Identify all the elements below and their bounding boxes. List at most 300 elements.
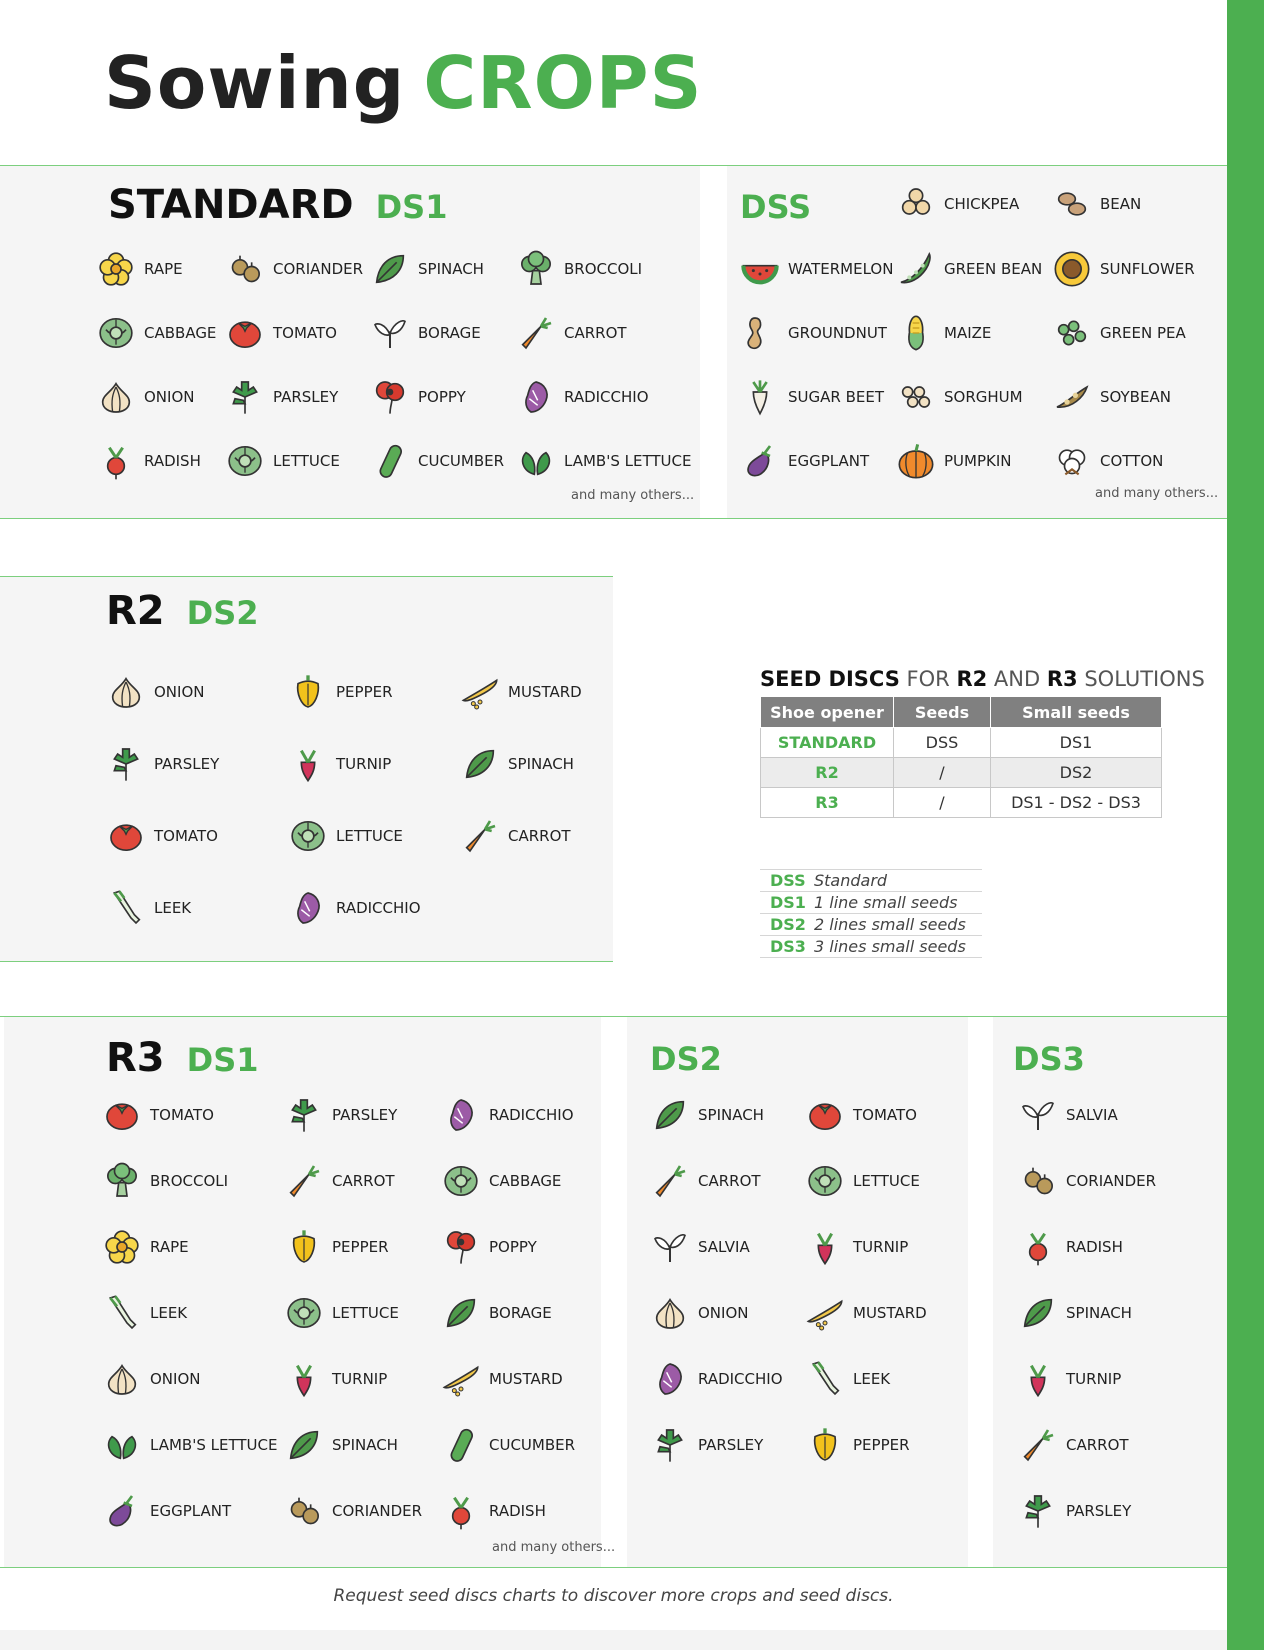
crop-item	[223, 310, 368, 356]
crop-item	[104, 741, 286, 787]
crop-item	[894, 246, 1050, 292]
crop-item	[94, 438, 223, 484]
bean-icon	[1050, 182, 1094, 226]
crop-item	[282, 1224, 439, 1270]
green-bean-icon	[894, 247, 938, 291]
leaf-icon	[368, 247, 412, 291]
crop-item	[100, 1290, 282, 1336]
crop-label: ONION	[698, 1304, 749, 1322]
crop-item	[282, 1290, 439, 1336]
leek-icon	[803, 1357, 847, 1401]
legend-code: DS3	[760, 936, 814, 958]
crop-label: RAPE	[144, 260, 183, 278]
more-note: and many others...	[1095, 486, 1219, 501]
crop-item	[738, 246, 894, 292]
crop-label: SPINACH	[508, 755, 574, 773]
page-title-main: Sowing	[104, 41, 406, 125]
mustard-icon	[439, 1357, 483, 1401]
disc-label: DS3	[1013, 1040, 1085, 1078]
parsley-icon	[104, 742, 148, 786]
crop-item	[514, 374, 684, 420]
crop-item	[803, 1158, 953, 1204]
crop-item	[1050, 181, 1200, 227]
table-cell: DS1	[991, 728, 1162, 758]
crop-item	[282, 1092, 439, 1138]
crop-item	[439, 1158, 589, 1204]
crop-item	[738, 310, 894, 356]
crop-label: CUCUMBER	[418, 452, 505, 470]
crop-label: EGGPLANT	[788, 452, 870, 470]
crop-label: CHICKPEA	[944, 195, 1020, 213]
crop-label: SPINACH	[332, 1436, 398, 1454]
more-note: and many others...	[571, 488, 695, 503]
crop-item	[439, 1224, 589, 1270]
crop-label: SALVIA	[1066, 1106, 1118, 1124]
disc-legend	[760, 869, 982, 958]
crop-item	[286, 885, 458, 931]
crop-label: EGGPLANT	[150, 1502, 232, 1520]
crop-label: PARSLEY	[273, 388, 339, 406]
crop-label: LEEK	[154, 899, 192, 917]
crop-label: CORIANDER	[332, 1502, 423, 1520]
crop-label: TOMATO	[853, 1106, 917, 1124]
crop-label: SUGAR BEET	[788, 388, 884, 406]
radish-icon	[439, 1489, 483, 1533]
cucumber-icon	[368, 439, 412, 483]
crop-label: LEEK	[150, 1304, 188, 1322]
crop-item	[286, 741, 458, 787]
divider-line	[0, 576, 613, 577]
crop-item	[894, 310, 1050, 356]
crop-item	[1016, 1356, 1206, 1402]
footer-note: Request seed discs charts to discover more crops and seed discs.	[333, 1586, 894, 1606]
parsley-icon	[648, 1423, 692, 1467]
crop-label: SALVIA	[698, 1238, 750, 1256]
legend-code: DS1	[760, 892, 814, 914]
crop-label: CABBAGE	[144, 324, 217, 342]
crop-label: TOMATO	[154, 827, 218, 845]
crop-label: TURNIP	[332, 1370, 388, 1388]
turnip-icon	[803, 1225, 847, 1269]
sorghum-icon	[894, 375, 938, 419]
green-pea-icon	[1050, 311, 1094, 355]
crop-label: PEPPER	[332, 1238, 389, 1256]
radish-icon	[1016, 1225, 1060, 1269]
parsley-icon	[282, 1093, 326, 1137]
crop-label: GREEN BEAN	[944, 260, 1043, 278]
crop-label: TOMATO	[273, 324, 337, 342]
crop-item	[1050, 374, 1200, 420]
tomato-icon	[803, 1093, 847, 1137]
crop-item	[1016, 1158, 1206, 1204]
crop-label: RADICCHIO	[336, 899, 421, 917]
table-cell: DS1 - DS2 - DS3	[991, 788, 1162, 818]
divider-line	[0, 961, 613, 962]
crop-grid-standard-dss-top	[894, 181, 1200, 227]
crop-item	[368, 246, 514, 292]
tomato-icon	[100, 1093, 144, 1137]
seed-discs-table	[760, 696, 1162, 818]
crop-item	[894, 438, 1050, 484]
table-header: Shoe opener	[761, 697, 894, 728]
cucumber-icon	[439, 1423, 483, 1467]
crop-item	[458, 669, 618, 715]
crop-item	[282, 1422, 439, 1468]
crop-item	[223, 246, 368, 292]
chickpea-icon	[894, 182, 938, 226]
disc-label: DS2	[650, 1040, 722, 1078]
table-cell: /	[894, 758, 991, 788]
r3-ds3-heading	[1013, 1040, 1085, 1078]
turnip-icon	[1016, 1357, 1060, 1401]
crop-item	[104, 885, 286, 931]
crop-item	[1016, 1422, 1206, 1468]
crop-label: COTTON	[1100, 452, 1164, 470]
crop-label: SPINACH	[698, 1106, 764, 1124]
more-note: and many others...	[492, 1540, 616, 1555]
table-cell: STANDARD	[761, 728, 894, 758]
crop-label: BROCCOLI	[564, 260, 643, 278]
footer-band	[0, 1630, 1227, 1650]
r3-ds2-heading	[650, 1040, 722, 1078]
crop-item	[1050, 438, 1200, 484]
dss-heading	[740, 188, 811, 226]
table-cell: R2	[761, 758, 894, 788]
flower-icon	[94, 247, 138, 291]
eggplant-icon	[738, 439, 782, 483]
lambs-lettuce-icon	[100, 1423, 144, 1467]
crop-label: SORGHUM	[944, 388, 1023, 406]
crop-item	[803, 1092, 953, 1138]
crop-item	[1016, 1488, 1206, 1534]
disc-label: DS2	[186, 594, 259, 632]
tomato-icon	[104, 814, 148, 858]
crop-item	[803, 1356, 953, 1402]
crop-item	[803, 1422, 953, 1468]
cabbage-icon	[439, 1159, 483, 1203]
crop-item	[94, 374, 223, 420]
crop-label: ONION	[150, 1370, 201, 1388]
parsley-icon	[223, 375, 267, 419]
crop-item	[104, 813, 286, 859]
tomato-icon	[223, 311, 267, 355]
crop-label: RAPE	[150, 1238, 189, 1256]
poppy-icon	[439, 1225, 483, 1269]
crop-label: PEPPER	[853, 1436, 910, 1454]
sprout-icon	[648, 1225, 692, 1269]
crop-item	[104, 669, 286, 715]
crop-label: CARROT	[508, 827, 571, 845]
r3-heading	[106, 1035, 259, 1081]
crop-item	[286, 669, 458, 715]
legend-code: DSS	[760, 870, 814, 892]
radicchio-icon	[286, 886, 330, 930]
table-cell: R3	[761, 788, 894, 818]
crop-item	[458, 741, 618, 787]
crop-label: GREEN PEA	[1100, 324, 1186, 342]
crop-label: RADISH	[1066, 1238, 1123, 1256]
legend-row	[760, 914, 982, 936]
broccoli-icon	[514, 247, 558, 291]
turnip-icon	[282, 1357, 326, 1401]
cotton-icon	[1050, 439, 1094, 483]
crop-label: BORAGE	[418, 324, 481, 342]
crop-item	[894, 374, 1050, 420]
crop-item	[648, 1290, 803, 1336]
table-header-row	[761, 697, 1162, 728]
crop-item	[458, 813, 618, 859]
table-row	[761, 728, 1162, 758]
table-cell: /	[894, 788, 991, 818]
crop-label: TURNIP	[1066, 1370, 1122, 1388]
maize-icon	[894, 311, 938, 355]
crop-item	[100, 1488, 282, 1534]
crop-item	[894, 181, 1050, 227]
leaf-icon	[1016, 1291, 1060, 1335]
cabbage-icon	[94, 311, 138, 355]
crop-item	[100, 1356, 282, 1402]
leaf-icon	[458, 742, 502, 786]
eggplant-icon	[100, 1489, 144, 1533]
crop-grid-standard-ds1	[94, 246, 692, 484]
radish-icon	[94, 439, 138, 483]
crop-label: MUSTARD	[508, 683, 582, 701]
crop-label: RADISH	[489, 1502, 546, 1520]
crop-label: MUSTARD	[489, 1370, 563, 1388]
crop-label: SUNFLOWER	[1100, 260, 1195, 278]
crop-label: SPINACH	[418, 260, 484, 278]
divider-line	[0, 1567, 1227, 1568]
crop-item	[803, 1224, 953, 1270]
crop-item	[1016, 1092, 1206, 1138]
section-title: STANDARD	[108, 182, 354, 228]
table-header: Seeds	[894, 697, 991, 728]
carrot-icon	[458, 814, 502, 858]
crop-grid-r3-ds2	[648, 1092, 953, 1468]
crop-item	[100, 1422, 282, 1468]
crop-label: PUMPKIN	[944, 452, 1012, 470]
crop-item	[648, 1092, 803, 1138]
crop-item	[100, 1158, 282, 1204]
crop-label: LEEK	[853, 1370, 891, 1388]
crop-item	[94, 246, 223, 292]
crop-label: RADICCHIO	[698, 1370, 783, 1388]
disc-label: DS1	[375, 188, 448, 226]
crop-item	[368, 374, 514, 420]
crop-label: PARSLEY	[154, 755, 220, 773]
disc-label: DSS	[740, 188, 812, 226]
crop-label: BORAGE	[489, 1304, 552, 1322]
crop-label: SPINACH	[1066, 1304, 1132, 1322]
crop-item	[282, 1356, 439, 1402]
crop-label: CARROT	[332, 1172, 395, 1190]
standard-heading	[108, 182, 447, 228]
seeds-icon	[223, 247, 267, 291]
radicchio-icon	[439, 1093, 483, 1137]
radicchio-icon	[648, 1357, 692, 1401]
onion-icon	[94, 375, 138, 419]
crop-label: PARSLEY	[698, 1436, 764, 1454]
crop-grid-standard-dss	[738, 246, 1200, 484]
crop-label: RADICCHIO	[489, 1106, 574, 1124]
r2-heading	[106, 588, 259, 634]
crop-item	[1050, 246, 1200, 292]
onion-icon	[648, 1291, 692, 1335]
crop-item	[282, 1488, 439, 1534]
flower-icon	[100, 1225, 144, 1269]
crop-item	[803, 1290, 953, 1336]
crop-label: CARROT	[1066, 1436, 1129, 1454]
crop-label: CARROT	[698, 1172, 761, 1190]
crop-item	[648, 1158, 803, 1204]
crop-label: CORIANDER	[1066, 1172, 1157, 1190]
crop-label: CARROT	[564, 324, 627, 342]
cabbage-icon	[286, 814, 330, 858]
carrot-icon	[282, 1159, 326, 1203]
cabbage-icon	[223, 439, 267, 483]
crop-label: TURNIP	[336, 755, 392, 773]
legend-desc: 2 lines small seeds	[814, 914, 982, 936]
leaf-icon	[439, 1291, 483, 1335]
legend-row	[760, 892, 982, 914]
carrot-icon	[514, 311, 558, 355]
crop-item	[514, 246, 684, 292]
crop-grid-r3-ds3	[1016, 1092, 1206, 1534]
crop-grid-r2-ds2	[104, 669, 618, 931]
crop-item	[286, 813, 458, 859]
crop-label: BEAN	[1100, 195, 1142, 213]
leaf-icon	[648, 1093, 692, 1137]
crop-item	[514, 310, 684, 356]
pumpkin-icon	[894, 439, 938, 483]
legend-code: DS2	[760, 914, 814, 936]
onion-icon	[104, 670, 148, 714]
sprout-icon	[368, 311, 412, 355]
sprout-icon	[1016, 1093, 1060, 1137]
table-header: Small seeds	[991, 697, 1162, 728]
crop-label: CABBAGE	[489, 1172, 562, 1190]
leaf-icon	[282, 1423, 326, 1467]
crop-item	[439, 1488, 589, 1534]
crop-item	[439, 1356, 589, 1402]
pepper-icon	[286, 670, 330, 714]
crop-item	[1016, 1290, 1206, 1336]
crop-label: MAIZE	[944, 324, 992, 342]
seeds-icon	[1016, 1159, 1060, 1203]
crop-item	[738, 374, 894, 420]
crop-item	[94, 310, 223, 356]
green-side-bar	[1227, 0, 1264, 1650]
crop-label: ONION	[144, 388, 195, 406]
crop-label: CORIANDER	[273, 260, 364, 278]
section-title: R3	[106, 1035, 165, 1081]
table-row	[761, 788, 1162, 818]
pepper-icon	[282, 1225, 326, 1269]
divider-line	[0, 518, 1227, 519]
page-title	[104, 38, 702, 128]
sugar-beet-icon	[738, 375, 782, 419]
crop-label: PEPPER	[336, 683, 393, 701]
legend-desc: 3 lines small seeds	[814, 936, 982, 958]
crop-item	[439, 1092, 589, 1138]
mustard-icon	[458, 670, 502, 714]
crop-item	[1050, 310, 1200, 356]
crop-label: LETTUCE	[853, 1172, 920, 1190]
crop-label: PARSLEY	[1066, 1502, 1132, 1520]
crop-label: LETTUCE	[273, 452, 340, 470]
legend-row	[760, 936, 982, 958]
groundnut-icon	[738, 311, 782, 355]
soybean-icon	[1050, 375, 1094, 419]
crop-item	[368, 438, 514, 484]
onion-icon	[100, 1357, 144, 1401]
crop-label: MUSTARD	[853, 1304, 927, 1322]
cabbage-icon	[282, 1291, 326, 1335]
seeds-icon	[282, 1489, 326, 1533]
disc-label: DS1	[186, 1041, 259, 1079]
crop-item	[223, 438, 368, 484]
parsley-icon	[1016, 1489, 1060, 1533]
crop-item	[1016, 1224, 1206, 1270]
crop-item	[368, 310, 514, 356]
crop-item	[648, 1422, 803, 1468]
crop-grid-r3-ds1	[100, 1092, 589, 1534]
table-cell: DSS	[894, 728, 991, 758]
table-cell: DS2	[991, 758, 1162, 788]
crop-label: RADICCHIO	[564, 388, 649, 406]
crop-label: LAMB'S LETTUCE	[564, 452, 692, 470]
crop-label: POPPY	[418, 388, 466, 406]
sunflower-icon	[1050, 247, 1094, 291]
poppy-icon	[368, 375, 412, 419]
lambs-lettuce-icon	[514, 439, 558, 483]
pepper-icon	[803, 1423, 847, 1467]
crop-label: ONION	[154, 683, 205, 701]
crop-item	[100, 1224, 282, 1270]
leek-icon	[100, 1291, 144, 1335]
leek-icon	[104, 886, 148, 930]
crop-label: TURNIP	[853, 1238, 909, 1256]
crop-item	[100, 1092, 282, 1138]
watermelon-icon	[738, 247, 782, 291]
legend-row	[760, 870, 982, 892]
crop-label: SOYBEAN	[1100, 388, 1171, 406]
crop-item	[439, 1290, 589, 1336]
crop-item	[514, 438, 692, 484]
crop-label: TOMATO	[150, 1106, 214, 1124]
crop-label: RADISH	[144, 452, 201, 470]
crop-item	[648, 1356, 803, 1402]
crop-label: LAMB'S LETTUCE	[150, 1436, 278, 1454]
crop-label: WATERMELON	[788, 260, 894, 278]
table-row	[761, 758, 1162, 788]
legend-desc: 1 line small seeds	[814, 892, 982, 914]
turnip-icon	[286, 742, 330, 786]
crop-label: PARSLEY	[332, 1106, 398, 1124]
mustard-icon	[803, 1291, 847, 1335]
radicchio-icon	[514, 375, 558, 419]
crop-label: GROUNDNUT	[788, 324, 887, 342]
crop-label: BROCCOLI	[150, 1172, 229, 1190]
page-title-accent: CROPS	[423, 41, 703, 125]
seed-discs-title: SEED DISCS FOR R2 AND R3 SOLUTIONS	[760, 667, 1205, 691]
legend-desc: Standard	[814, 870, 982, 892]
crop-label: POPPY	[489, 1238, 537, 1256]
crop-label: CUCUMBER	[489, 1436, 576, 1454]
cabbage-icon	[803, 1159, 847, 1203]
section-title: R2	[106, 588, 165, 634]
carrot-icon	[648, 1159, 692, 1203]
